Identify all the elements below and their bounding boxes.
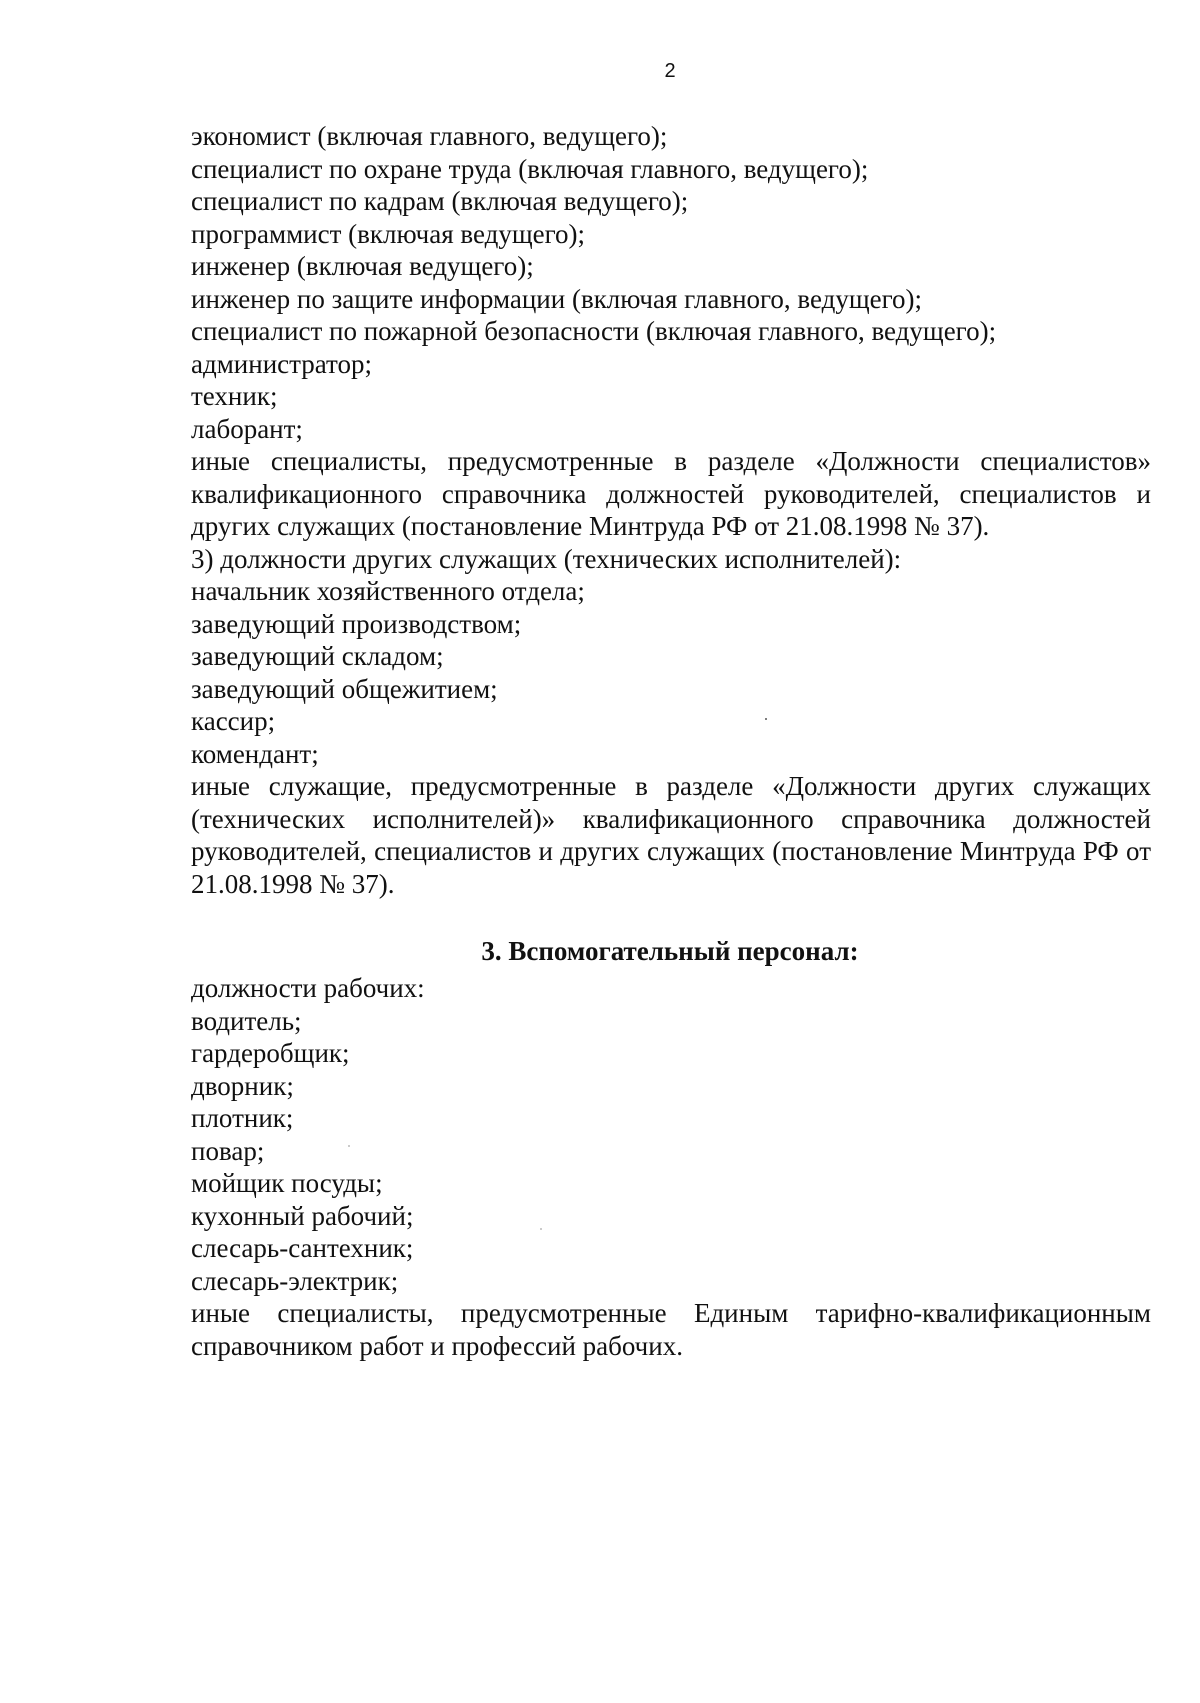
- list-item: техник;: [191, 381, 278, 411]
- other-specialists-paragraph: иные специалисты, предусмотренные в разделе «Должности специалистов» квалификационного справочника должностей руководителей, специалистов и других служащих (постановление Минтруда РФ от 21.08.1998 № 37).: [191, 446, 1151, 541]
- list-item: лаборант;: [191, 413, 303, 444]
- section-heading: 3. Вспомогательный персонал:: [481, 936, 859, 966]
- list-item: кухонный рабочий;: [191, 1200, 414, 1231]
- scan-speck: [348, 1145, 350, 1147]
- list-item: администратор;: [191, 348, 372, 379]
- list-item: заведующий производством;: [191, 608, 522, 639]
- scan-speck: [765, 718, 767, 720]
- subsection-heading: 3) должности других служащих (технических исполнителей):: [191, 543, 902, 574]
- page-number: 2: [664, 60, 676, 82]
- list-item: специалист по охране труда (включая главного, ведущего);: [191, 153, 869, 184]
- list-item: специалист по пожарной безопасности (включая главного, ведущего);: [191, 316, 997, 346]
- list-item: слесарь-сантехник;: [191, 1233, 414, 1263]
- list-item: заведующий складом;: [191, 641, 444, 671]
- other-employees-paragraph: иные служащие, предусмотренные в разделе «Должности других служащих (технических исполнителей)» квалификационного справочника должностей руководителей, специалистов и других служащих (постановление Минтруда РФ от 21.08.1998 № 37).: [191, 771, 1151, 899]
- list-item: должности рабочих:: [191, 973, 425, 1003]
- list-item: инженер (включая ведущего);: [191, 251, 534, 281]
- list-item: заведующий общежитием;: [191, 673, 498, 704]
- list-item: комендант;: [191, 738, 319, 769]
- list-item: экономист (включая главного, ведущего);: [191, 121, 668, 151]
- list-item: гардеробщик;: [191, 1038, 350, 1068]
- staff-list-continued: [191, 120, 1151, 900]
- list-item: специалист по кадрам (включая ведущего);: [191, 186, 689, 216]
- list-item: повар;: [191, 1135, 265, 1166]
- list-item: слесарь-электрик;: [191, 1265, 399, 1296]
- workers-paragraph: иные специалисты, предусмотренные Единым тарифно-квалификационным справочником работ и профессий рабочих.: [191, 1298, 1151, 1361]
- list-item: дворник;: [191, 1070, 294, 1101]
- scan-speck: [540, 1228, 542, 1230]
- list-item: начальник хозяйственного отдела;: [191, 576, 585, 606]
- list-item: кассир;: [191, 706, 276, 736]
- list-item: программист (включая ведущего);: [191, 218, 585, 249]
- list-item: мойщик посуды;: [191, 1168, 383, 1198]
- list-item: плотник;: [191, 1103, 294, 1133]
- support-staff-list: [191, 972, 1151, 1362]
- list-item: инженер по защите информации (включая главного, ведущего);: [191, 283, 923, 314]
- list-item: водитель;: [191, 1005, 302, 1036]
